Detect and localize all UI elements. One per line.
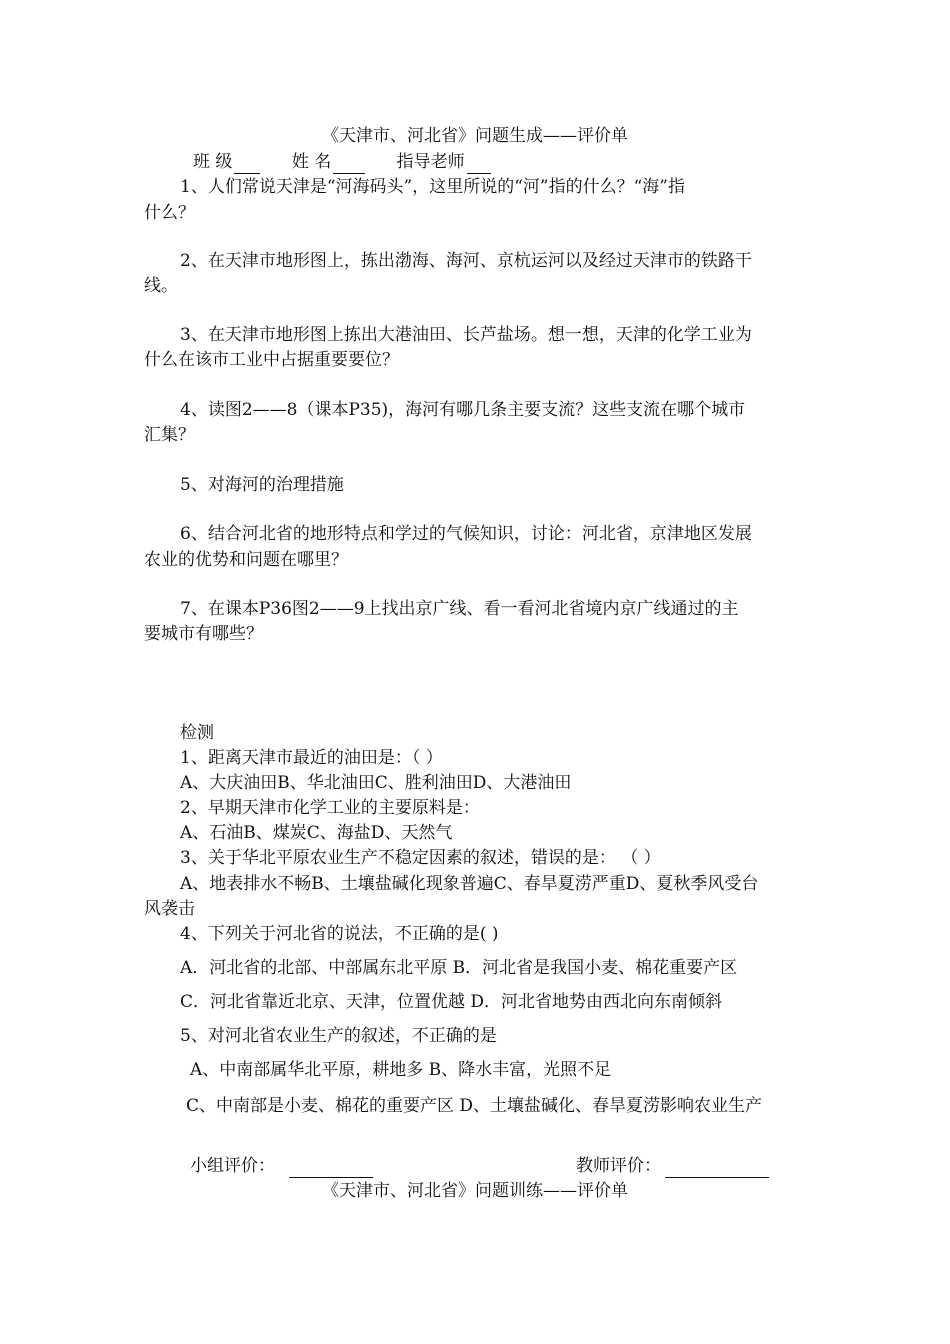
name-label: 姓 名: [291, 152, 332, 172]
test-line: C、中南部是小麦、棉花的重要产区 D、土壤盐碱化、春旱夏涝影响农业生产: [186, 1096, 763, 1116]
question-7-line1: 7、在课本P36图2——9上找出京广线、看一看河北省境内京广线通过的主: [180, 599, 739, 619]
group-evaluation: [190, 1154, 373, 1178]
test-line: A、中南部属华北平原，耕地多 B、降水丰富，光照不足: [190, 1060, 612, 1080]
test-line: 5、对河北省农业生产的叙述，不正确的是: [180, 1026, 497, 1046]
question-3-line2: 什么在该市工业中占据重要要位？: [144, 350, 399, 370]
teacher-eval-label: 教师评价：: [576, 1156, 661, 1176]
test-line: 4、下列关于河北省的说法，不正确的是( ): [180, 924, 499, 944]
teacher-label: 指导老师: [396, 152, 465, 172]
teacher-blank: [467, 155, 491, 174]
test-line: 3、关于华北平原农业生产不稳定因素的叙述，错误的是： （ ）: [180, 848, 661, 868]
question-1-line1: 1、人们常说天津是“河海码头”，这里所说的“河”指的什么？“海”指: [180, 177, 685, 197]
question-5-line1: 5、对海河的治理措施: [180, 475, 344, 495]
page-title: 《天津市、河北省》问题生成——评价单: [322, 126, 628, 146]
test-line: 风袭击: [144, 899, 195, 919]
name-blank: [333, 155, 365, 174]
question-6-line2: 农业的优势和问题在哪里？: [144, 550, 348, 570]
test-line: 1、距离天津市最近的油田是：（ ）: [180, 748, 443, 768]
test-line: A、石油B、煤炭C、海盐D、天然气: [180, 823, 453, 843]
question-6-line1: 6、结合河北省的地形特点和学过的气候知识，讨论：河北省，京津地区发展: [180, 524, 752, 544]
question-3-line1: 3、在天津市地形图上拣出大港油田、长芦盐场。想一想，天津的化学工业为: [180, 325, 752, 345]
question-4-line1: 4、读图2——8（课本P35)，海河有哪几条主要支流？这些支流在哪个城市: [180, 400, 746, 420]
question-2-line2: 线。: [144, 276, 178, 296]
question-4-line2: 汇集？: [144, 425, 195, 445]
teacher-eval-blank: [665, 1159, 769, 1178]
group-eval-label: 小组评价：: [190, 1156, 275, 1176]
class-label: 班 级: [193, 152, 233, 172]
question-2-line1: 2、在天津市地形图上，拣出渤海、海河、京杭运河以及经过天津市的铁路干: [180, 251, 752, 271]
teacher-evaluation: [576, 1154, 769, 1178]
test-line: A．河北省的北部、中部属东北平原 B．河北省是我国小麦、棉花重要产区: [180, 958, 738, 978]
next-section-title: 《天津市、河北省》问题训练——评价单: [322, 1181, 628, 1201]
test-line: C．河北省靠近北京、天津，位置优越 D．河北省地势由西北向东南倾斜: [180, 992, 723, 1012]
group-eval-blank: [289, 1159, 373, 1178]
question-7-line2: 要城市有哪些？: [144, 624, 263, 644]
header-fields: [193, 150, 491, 174]
test-line: A、地表排水不畅B、土壤盐碱化现象普遍C、春旱夏涝严重D、夏秋季风受台: [180, 874, 759, 894]
question-1-line2: 什么？: [144, 203, 195, 223]
class-blank: [234, 155, 260, 174]
test-heading: 检测: [180, 723, 214, 743]
test-line: 2、早期天津市化学工业的主要原料是：: [180, 798, 480, 818]
test-line: A、大庆油田B、华北油田C、胜利油田D、大港油田: [180, 773, 572, 793]
